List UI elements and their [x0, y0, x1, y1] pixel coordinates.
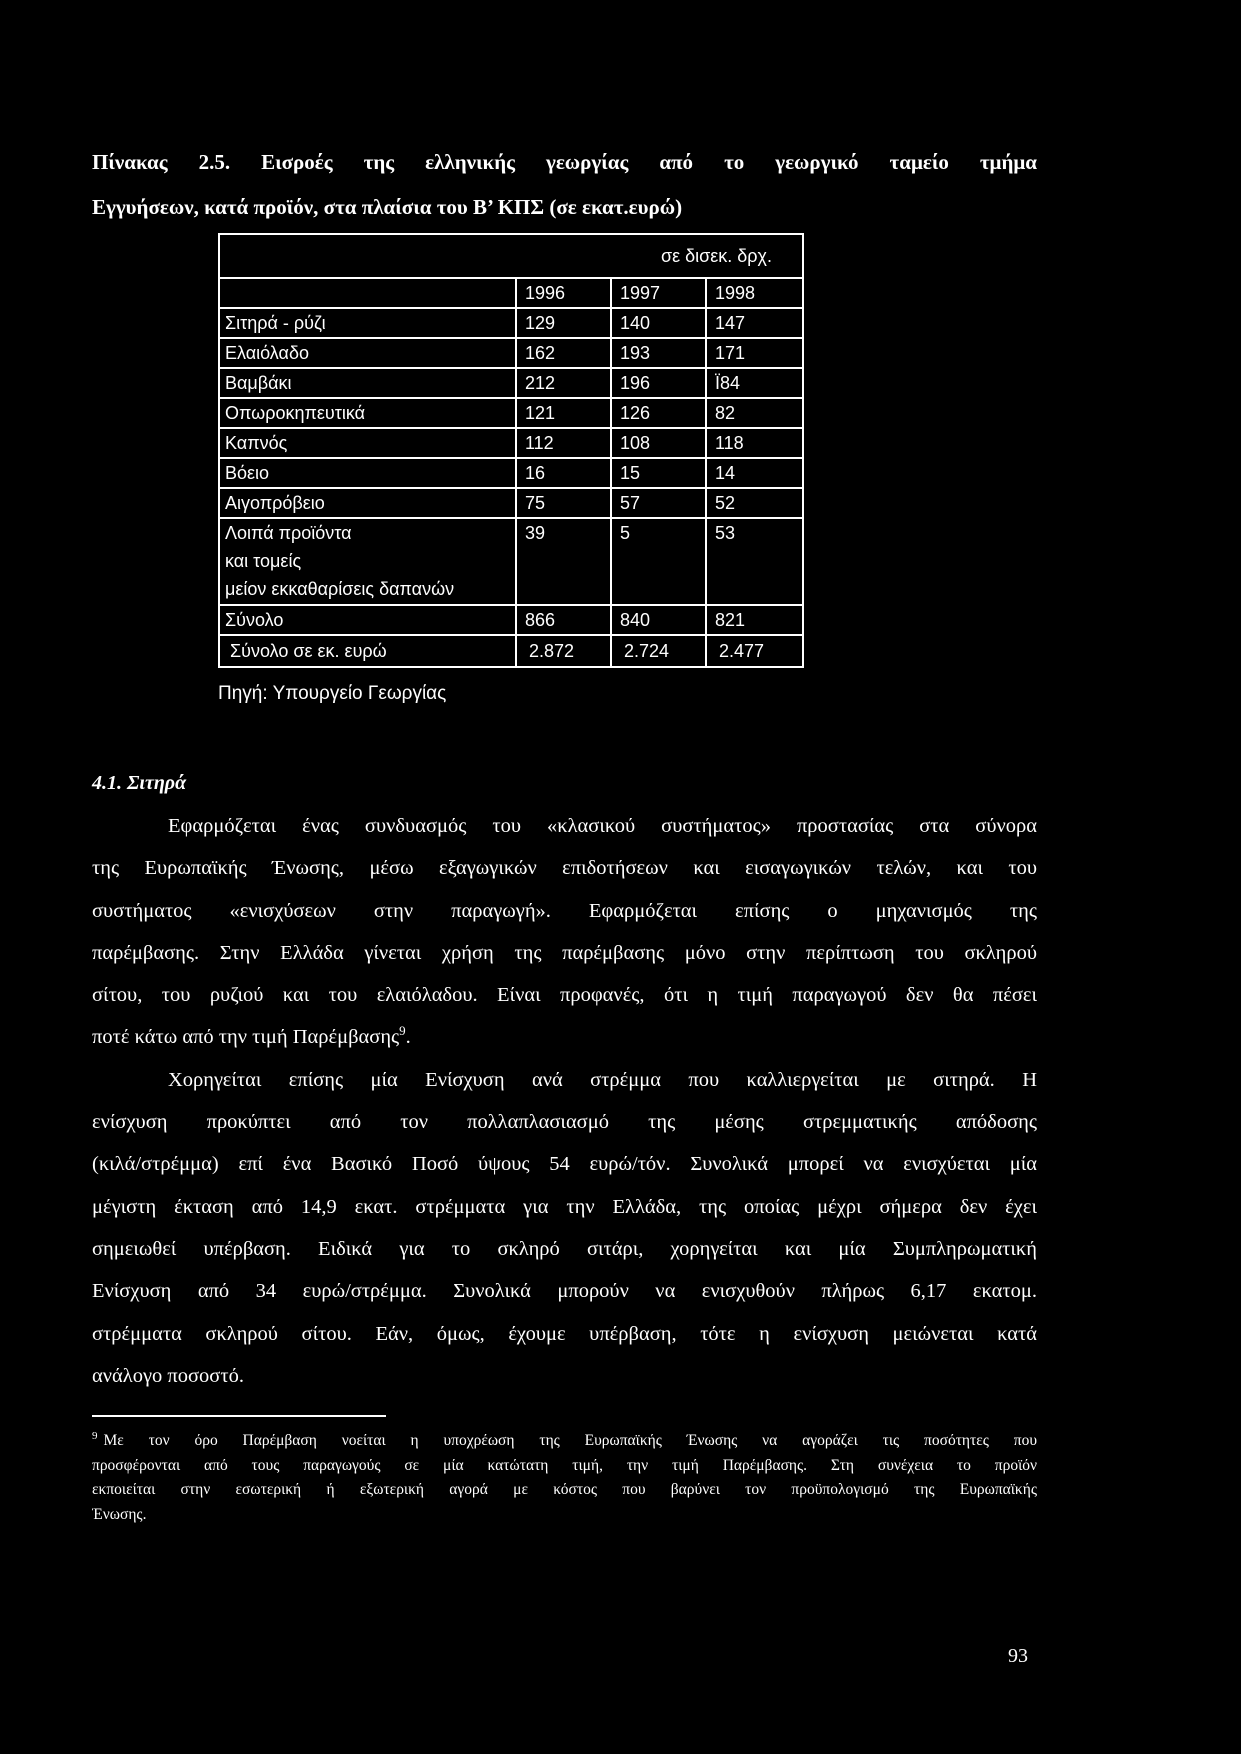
footnote-line: προσφέρονται από τους παραγωγούς σε μία κατώτατη τιμή, την τιμή Παρέμβασης. Στη συνέχεια το προϊόν — [92, 1456, 1037, 1474]
row-value: 866 — [516, 605, 611, 635]
row-value: 118 — [706, 428, 803, 458]
table-row — [219, 458, 803, 488]
row-value: 52 — [706, 488, 803, 518]
year-header: 1996 — [516, 278, 611, 308]
paragraph-line: σημειωθεί υπέρβαση. Ειδικά για το σκληρό σιτάρι, χορηγείται και μία Συμπληρωματική — [92, 1237, 1037, 1260]
table-row — [219, 428, 803, 458]
row-label-line: μείον εκκαθαρίσεις δαπανών — [225, 579, 455, 599]
table-row — [219, 398, 803, 428]
section-body — [92, 805, 1037, 1397]
paragraph-line: Χορηγείται επίσης μία Ενίσχυση ανά στρέμμα που καλλιεργείται με σιτηρά. Η — [168, 1068, 1037, 1091]
paragraph-line-text: ποτέ κάτω από την τιμή Παρέμβασης — [92, 1026, 400, 1049]
row-label-line: και τομείς — [225, 551, 302, 571]
paragraph-line: Ενίσχυση από 34 ευρώ/στρέμμα. Συνολικά μπορούν να ενισχυθούν πλήρως 6,17 εκατομ. — [92, 1280, 1037, 1303]
row-label: Ελαιόλαδο — [219, 338, 516, 368]
paragraph-line: Εφαρμόζεται ένας συνδυασμός του «κλασικού συστήματος» προστασίας στα σύνορα — [168, 815, 1037, 837]
row-value — [706, 518, 803, 605]
row-label: Καπνός — [219, 428, 516, 458]
footnote — [92, 1429, 1037, 1527]
row-label: Βόειο — [219, 458, 516, 488]
table-row — [219, 518, 803, 605]
table-row — [219, 488, 803, 518]
header-row — [219, 278, 803, 308]
page-number: 93 — [1008, 1645, 1028, 1667]
section-heading: 4.1. Σιτηρά — [92, 772, 187, 794]
row-label: Σύνολο — [219, 605, 516, 635]
table-row — [219, 338, 803, 368]
row-value: 14 — [706, 458, 803, 488]
row-value: 140 — [611, 308, 706, 338]
paragraph-line: παρέμβασης. Στην Ελλάδα γίνεται χρήση της παρέμβασης μόνο στην περίπτωση του σκληρού — [92, 941, 1037, 964]
row-label: Σιτηρά - ρύζι — [219, 308, 516, 338]
row-value: 108 — [611, 428, 706, 458]
row-value: 840 — [611, 605, 706, 635]
total-row — [219, 605, 803, 635]
footnote-line: Ένωσης. — [92, 1505, 147, 1523]
total-euro-row — [219, 635, 803, 667]
row-value: 57 — [611, 488, 706, 518]
row-value — [516, 518, 611, 605]
row-value: 112 — [516, 428, 611, 458]
table-caption-line-2: Εγγυήσεων, κατά προϊόν, στα πλαίσια του Β’ ΚΠΣ (σε εκατ.ευρώ) — [92, 195, 683, 219]
table-row — [219, 368, 803, 398]
inputs-table — [218, 233, 804, 668]
footnote-line: εκποιείται στην εσωτερική ή εξωτερική αγορά με κόστος που βαρύνει τον προϋπολογισμό της Ευρωπαϊκής — [92, 1481, 1037, 1498]
paragraph-line: συστήματος «ενισχύσεων στην παραγωγή». Εφαρμόζεται επίσης ο μηχανισμός της — [92, 899, 1037, 922]
row-label: Σύνολο σε εκ. ευρώ — [219, 635, 516, 667]
row-value: Ϊ84 — [706, 368, 803, 398]
row-label-line: Λοιπά προϊόντα — [225, 523, 352, 543]
footnote-marker: 9 — [92, 1429, 98, 1442]
row-label: Οπωροκηπευτικά — [219, 398, 516, 428]
row-value: 126 — [611, 398, 706, 428]
table-unit: σε δισεκ. δρχ. — [219, 234, 803, 278]
year-header: 1997 — [611, 278, 706, 308]
row-value: 75 — [516, 488, 611, 518]
row-value: 121 — [516, 398, 611, 428]
footnote-line-text: Με τον όρο Παρέμβαση νοείται η υποχρέωση της Ευρωπαϊκής Ένωσης να αγοράζει τις ποσότητες που — [103, 1432, 1037, 1449]
row-value: 2.477 — [706, 635, 803, 667]
footnote-line — [92, 1429, 1037, 1454]
row-value — [611, 518, 706, 605]
paragraph-line: στρέμματα σκληρού σίτου. Εάν, όμως, έχουμε υπέρβαση, τότε η ενίσχυση μειώνεται κατά — [92, 1322, 1037, 1345]
paragraph-line: της Ευρωπαϊκής Ένωσης, μέσω εξαγωγικών επιδοτήσεων και εισαγωγικών τελών, και του — [92, 857, 1037, 880]
table-row — [219, 308, 803, 338]
row-value: 147 — [706, 308, 803, 338]
row-value: 2.872 — [516, 635, 611, 667]
year-header: 1998 — [706, 278, 803, 308]
row-value: 171 — [706, 338, 803, 368]
paragraph-line: σίτου, του ρυζιού και του ελαιόλαδου. Είναι προφανές, ότι η τιμή παραγωγού δεν θα πέσει — [92, 984, 1037, 1007]
row-label: Βαμβάκι — [219, 368, 516, 398]
row-value: 82 — [706, 398, 803, 428]
row-value: 15 — [611, 458, 706, 488]
row-value: 162 — [516, 338, 611, 368]
paragraph-line: (κιλά/στρέμμα) επί ένα Βασικό Ποσό ύψους 54 ευρώ/τόν. Συνολικά μπορεί να ενισχύεται μία — [92, 1153, 1037, 1176]
unit-row — [219, 234, 803, 278]
row-value: 2.724 — [611, 635, 706, 667]
footnote-separator — [92, 1415, 386, 1417]
row-label: Αιγοπρόβειο — [219, 488, 516, 518]
header-empty-cell — [219, 278, 516, 308]
row-value-text: 39 — [525, 523, 546, 543]
row-value: 196 — [611, 368, 706, 398]
paragraph-line-end: . — [405, 1026, 411, 1049]
row-label — [219, 518, 516, 605]
table-source: Πηγή: Υπουργείο Γεωργίας — [218, 683, 447, 704]
row-value-text: 53 — [715, 523, 736, 543]
row-value: 193 — [611, 338, 706, 368]
row-value-text: 5 — [620, 523, 631, 543]
row-value: 129 — [516, 308, 611, 338]
paragraph-line: μέγιστη έκταση από 14,9 εκατ. στρέμματα για την Ελλάδα, της οποίας μέχρι σήμερα δεν έχει — [92, 1195, 1037, 1218]
paragraph-line: ενίσχυση προκύπτει από τον πολλαπλασιασμό της μέσης στρεμματικής απόδοσης — [92, 1111, 1037, 1134]
row-value: 821 — [706, 605, 803, 635]
row-value: 16 — [516, 458, 611, 488]
row-value: 212 — [516, 368, 611, 398]
paragraph-line — [92, 1016, 1037, 1058]
table-caption-line-1: Πίνακας 2.5. Εισροές της ελληνικής γεωργίας από το γεωργικό ταμείο τμήμα — [92, 150, 1037, 174]
footnote-reference: 9 — [399, 1023, 406, 1039]
paragraph-line: ανάλογο ποσοστό. — [92, 1364, 244, 1387]
